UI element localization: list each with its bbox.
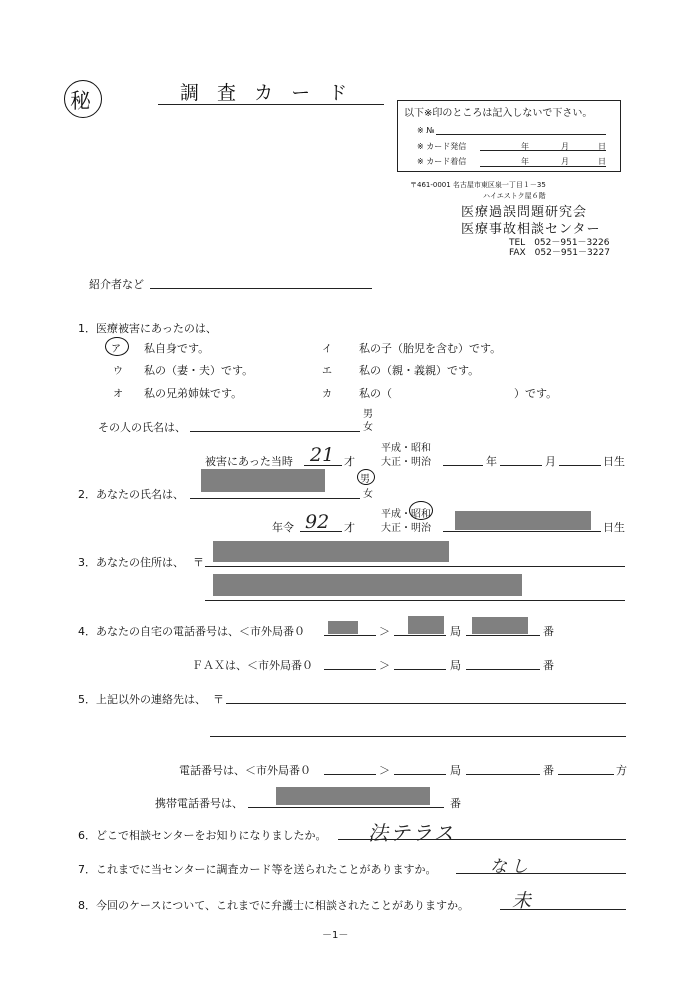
q5-local-line[interactable] (394, 774, 446, 775)
referrer-line[interactable] (150, 288, 372, 289)
q3-address-redaction2 (213, 574, 522, 596)
center-org1: 医療過誤問題研究会 (461, 205, 588, 220)
q1-year-line[interactable] (443, 465, 483, 466)
q4-area-redaction (328, 621, 358, 634)
office-sent-month: 月 (561, 142, 569, 151)
q2-birth-line[interactable] (443, 531, 601, 532)
q4-fax-area-line[interactable] (324, 669, 376, 670)
q4-fax-label: ＦＡＸは、＜市外局番０ (192, 659, 313, 672)
q1-opt-o-marker[interactable]: オ (113, 389, 123, 400)
q2-name-redaction (201, 469, 325, 492)
q1-opt-a: 私自身です。 (144, 342, 210, 355)
q5-phone-label: 電話番号は、＜市外局番０ (179, 764, 311, 777)
q1-birth: 日生 (603, 455, 625, 468)
q3-address-redaction1 (213, 541, 449, 562)
q7-answer: なし (490, 857, 532, 877)
q5-postal-mark: 〒 (213, 693, 224, 706)
q1-opt-i: 私の子（胎児を含む）です。 (359, 342, 502, 355)
q1-opt-ka: 私の（ (359, 387, 392, 400)
q4-number-redaction (472, 617, 528, 634)
q5-mobile-label: 携帯電話番号は、 (155, 797, 243, 810)
q1-female[interactable]: 女 (363, 422, 373, 433)
q7-answer-line[interactable] (456, 873, 626, 874)
q8-title: 8．今回のケースについて、これまでに弁護士に相談されたことがありますか。 (78, 899, 470, 912)
q3-title: 3．あなたの住所は、 (78, 556, 184, 569)
q1-month: 月 (545, 455, 556, 468)
office-sent-year: 年 (521, 142, 529, 151)
q8-answer: 未 (512, 890, 532, 912)
office-no-label: ※ № (417, 126, 435, 135)
q4-title: 4．あなたの自宅の電話番号は、＜市外局番０ (78, 625, 305, 638)
q4-area-line[interactable] (324, 635, 376, 636)
q2-age-value: 92 (305, 511, 330, 533)
q5-mobile-ban: 番 (450, 797, 461, 810)
q5-kyoku: 局 (450, 764, 461, 777)
q5-address-line2[interactable] (210, 736, 626, 737)
q1-opt-u: 私の（妻・夫）です。 (144, 364, 254, 377)
center-building: ハイエストク屋６階 (483, 192, 546, 200)
q5-kata-line[interactable] (558, 774, 614, 775)
q1-opt-ka-marker[interactable]: カ (322, 389, 332, 400)
office-recv-month: 月 (561, 157, 569, 166)
q1-name-label: その人の氏名は、 (98, 421, 186, 434)
q4-fax-ban: 番 (543, 659, 554, 672)
confidential-mark: 秘 (70, 89, 91, 113)
q5-mobile-redaction (276, 787, 430, 805)
page-number: －1－ (322, 930, 349, 941)
q2-birth: 日生 (603, 521, 625, 534)
page-title: 調 査 カ ー ド (180, 82, 354, 104)
q3-address-line2[interactable] (205, 600, 625, 601)
office-sent-line (480, 150, 606, 151)
q1-title: 1．医療被害にあったのは、 (78, 322, 217, 335)
q2-age-label: 年令 (272, 521, 294, 534)
q4-fax-kyoku: 局 (450, 659, 461, 672)
q3-address-line1[interactable] (205, 566, 625, 567)
q4-local-redaction (408, 616, 444, 634)
q2-birth-redaction (455, 511, 591, 530)
q4-close: ＞ (379, 625, 390, 638)
q2-name-line[interactable] (190, 498, 360, 499)
q4-number-line[interactable] (466, 635, 540, 636)
q4-kyoku: 局 (450, 625, 461, 638)
q5-kata: 方 (616, 764, 627, 777)
office-sent-day: 日 (598, 142, 606, 151)
q1-age-value: 21 (310, 444, 335, 466)
q1-era2[interactable]: 大正・明治 (381, 457, 431, 468)
q6-answer: 法テラス (368, 821, 456, 845)
q5-address-line1[interactable] (226, 703, 626, 704)
office-no-line (436, 134, 606, 135)
q2-era2[interactable]: 大正・明治 (381, 523, 431, 534)
q6-title: 6．どこで相談センターをお知りになりましたか。 (78, 829, 327, 842)
q5-number-line[interactable] (466, 774, 540, 775)
center-org2: 医療事故相談センター (461, 222, 601, 237)
q4-fax-number-line[interactable] (466, 669, 540, 670)
q5-mobile-line[interactable] (248, 807, 444, 808)
q2-era1[interactable]: 平成・昭和 (381, 509, 431, 520)
q1-opt-e: 私の（親・義親）です。 (359, 364, 480, 377)
q4-fax-close: ＞ (379, 659, 390, 672)
center-tel: TEL 052－951－3226 (509, 238, 610, 248)
q1-age-label: 被害にあった当時 (205, 455, 293, 468)
office-recv-year: 年 (521, 157, 529, 166)
q2-era-circle (409, 501, 433, 520)
q1-opt-u-marker[interactable]: ウ (113, 366, 123, 377)
q1-opt-i-marker[interactable]: イ (322, 344, 332, 355)
q1-year: 年 (486, 455, 497, 468)
q5-ban: 番 (543, 764, 554, 777)
q1-name-line[interactable] (190, 431, 360, 432)
q1-opt-a-marker[interactable]: ア (111, 344, 121, 355)
q1-month-line[interactable] (500, 465, 542, 466)
referrer-label: 紹介者など (89, 278, 144, 291)
q1-era1[interactable]: 平成・昭和 (381, 443, 431, 454)
q2-female[interactable]: 女 (363, 489, 373, 500)
q1-opt-ka-end: ）です。 (514, 387, 558, 400)
q2-title: 2．あなたの氏名は、 (78, 488, 184, 501)
q4-local-line[interactable] (394, 635, 446, 636)
office-sent-label: ※ カード発信 (417, 142, 467, 151)
q1-age-unit: 才 (344, 455, 355, 468)
q4-ban: 番 (543, 625, 554, 638)
q3-postal-mark: 〒 (193, 556, 204, 569)
q5-title: 5．上記以外の連絡先は、 (78, 693, 206, 706)
office-recv-day: 日 (598, 157, 606, 166)
office-recv-label: ※ カード着信 (417, 157, 467, 166)
office-recv-line (480, 166, 606, 167)
q2-male[interactable]: 男 (360, 474, 370, 485)
title-underline (158, 104, 384, 105)
q5-close: ＞ (379, 764, 390, 777)
q2-age-unit: 才 (344, 521, 355, 534)
q4-fax-local-line[interactable] (394, 669, 446, 670)
center-postal: 〒461-0001 名古屋市東区泉一丁目１－35 (410, 181, 546, 189)
q1-opt-o: 私の兄弟姉妹です。 (144, 387, 243, 400)
q5-area-line[interactable] (324, 774, 376, 775)
q1-male[interactable]: 男 (363, 409, 373, 420)
center-fax: FAX 052－951－3227 (509, 248, 610, 258)
q1-day-line[interactable] (559, 465, 601, 466)
office-notice: 以下※印のところは記入しないで下さい。 (404, 108, 593, 119)
q7-title: 7．これまでに当センターに調査カード等を送られたことがありますか。 (78, 863, 437, 876)
q1-opt-e-marker[interactable]: エ (322, 366, 332, 377)
